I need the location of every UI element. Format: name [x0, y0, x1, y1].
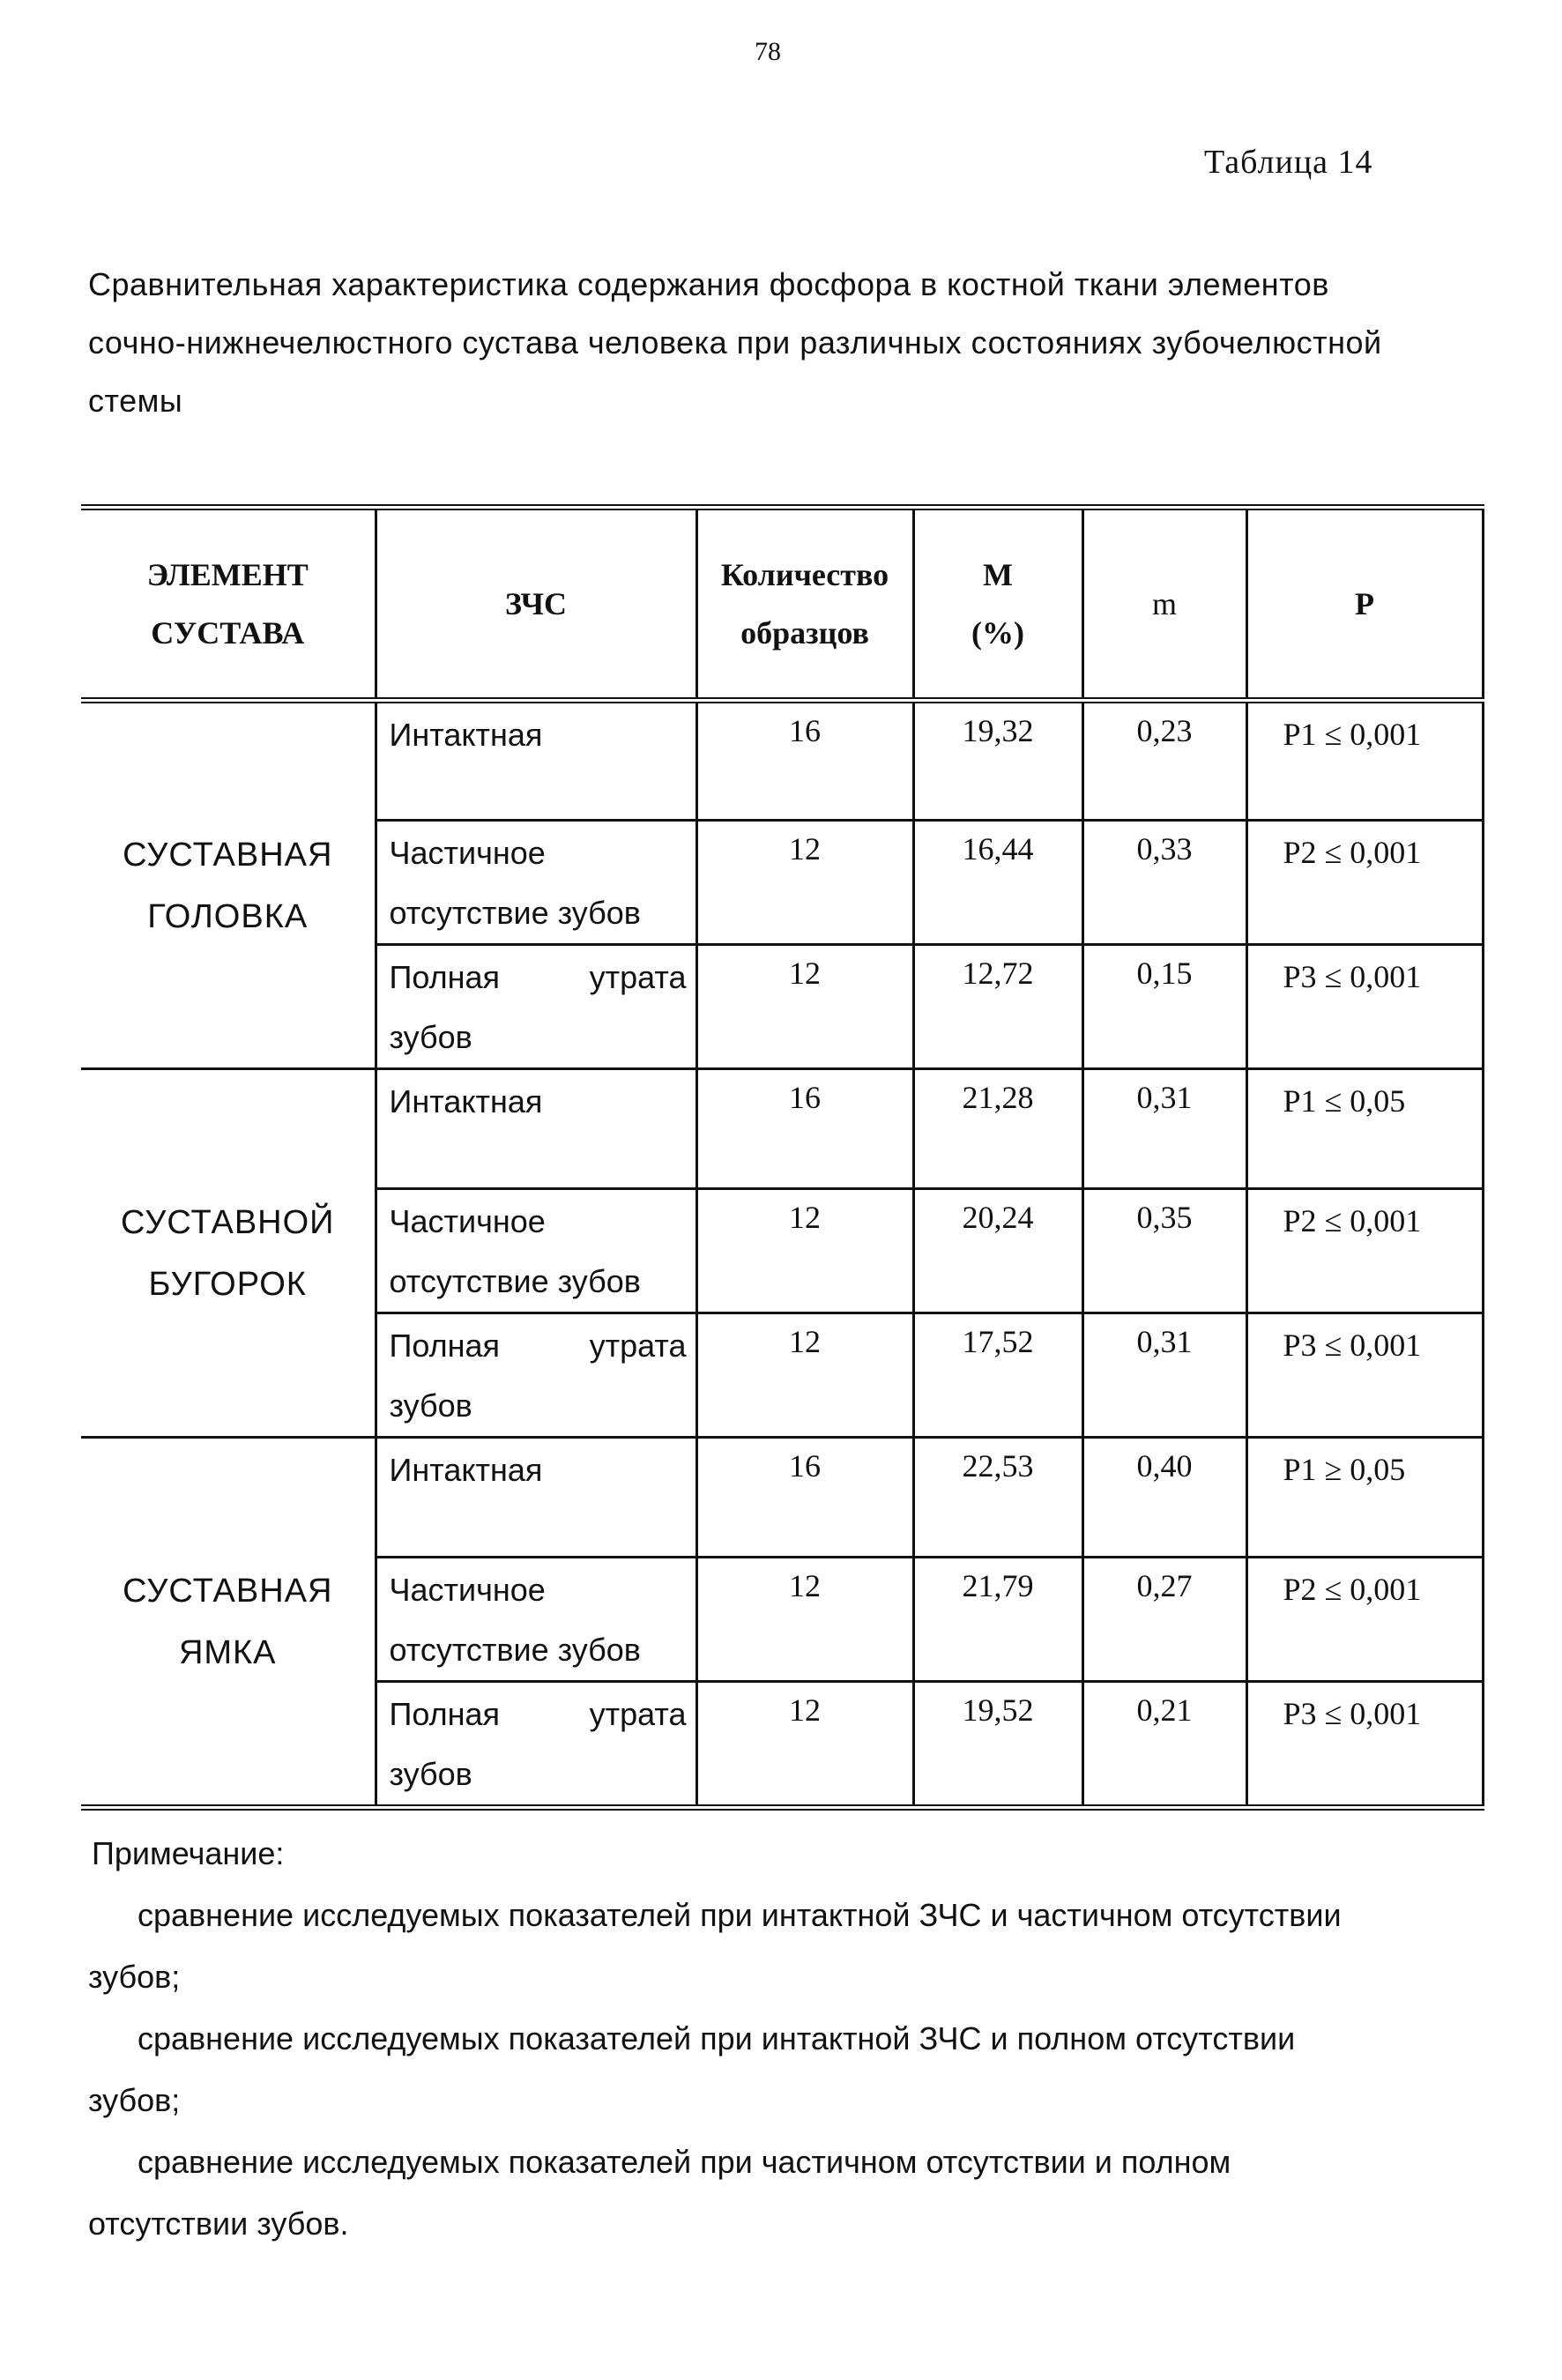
header-p-label: P — [1355, 586, 1374, 621]
mean-cell: 17,52 — [913, 1313, 1082, 1438]
state-line1: Интактная — [389, 1083, 543, 1119]
caption-line: сочно-нижнечелюстного сустава человека при различных состояниях зубочелюстной — [88, 324, 1382, 361]
state-line2: отсутствие зубов — [389, 1263, 641, 1299]
mean-cell: 22,53 — [913, 1438, 1082, 1558]
count-cell: 12 — [696, 1558, 913, 1682]
note-line: сравнение исследуемых показателей при интактной ЗЧС и частичном отсутствии — [138, 1897, 1342, 1933]
header-mean-line2: (%) — [971, 615, 1024, 651]
count-cell: 16 — [696, 1069, 913, 1189]
caption-line: стемы — [88, 383, 183, 419]
notes — [88, 1823, 1481, 2255]
count-cell: 12 — [696, 821, 913, 945]
header-count-line1: Количество — [720, 557, 889, 592]
header-mean-line1: M — [983, 557, 1013, 592]
element-cell — [81, 1438, 376, 1808]
error-cell: 0,35 — [1082, 1189, 1246, 1313]
state-line1: Интактная — [389, 1452, 543, 1488]
element-line2: ЯМКА — [178, 1633, 277, 1671]
p-cell: P3 ≤ 0,001 — [1246, 1313, 1483, 1438]
element-line2: ГОЛОВКА — [147, 897, 309, 935]
element-cell — [81, 701, 376, 1069]
notes-title: Примечание: — [92, 1835, 285, 1871]
element-line1: СУСТАВНАЯ — [123, 1572, 333, 1610]
p-cell: P1 ≥ 0,05 — [1246, 1438, 1483, 1558]
state-line1: Частичное — [389, 835, 546, 871]
count-cell: 12 — [696, 1189, 913, 1313]
p-cell: P1 ≤ 0,05 — [1246, 1069, 1483, 1189]
header-error — [1082, 508, 1246, 701]
header-count — [696, 508, 913, 701]
p-cell: P2 ≤ 0,001 — [1246, 1558, 1483, 1682]
error-cell: 0,40 — [1082, 1438, 1246, 1558]
header-count-line2: образцов — [740, 615, 869, 651]
mean-cell: 21,79 — [913, 1558, 1082, 1682]
state-line1: Интактная — [389, 717, 543, 753]
element-cell — [81, 1069, 376, 1438]
state-line1: Полная утрата — [389, 1328, 687, 1364]
count-cell: 12 — [696, 1313, 913, 1438]
state-cell — [376, 1438, 696, 1558]
table-label: Таблица 14 — [1204, 144, 1373, 181]
state-cell — [376, 701, 696, 821]
header-mean — [913, 508, 1082, 701]
state-cell — [376, 1558, 696, 1682]
state-line1: Полная утрата — [389, 1696, 687, 1732]
caption-line: Сравнительная характеристика содержания фосфора в костной ткани элементов — [88, 266, 1329, 302]
table-header-row — [81, 508, 1483, 701]
header-element-line2: СУСТАВА — [151, 615, 305, 651]
p-cell: P2 ≤ 0,001 — [1246, 1189, 1483, 1313]
state-cell — [376, 821, 696, 945]
header-zchs — [376, 508, 696, 701]
header-p — [1246, 508, 1483, 701]
error-cell: 0,23 — [1082, 701, 1246, 821]
state-cell — [376, 1682, 696, 1808]
state-line2: отсутствие зубов — [389, 895, 641, 931]
mean-cell: 19,52 — [913, 1682, 1082, 1808]
count-cell: 12 — [696, 1682, 913, 1808]
state-cell — [376, 1189, 696, 1313]
table-row — [81, 1069, 1483, 1189]
state-line2: зубов — [389, 1019, 472, 1055]
state-cell — [376, 945, 696, 1069]
phosphorus-table — [81, 504, 1484, 1811]
state-cell — [376, 1069, 696, 1189]
state-cell — [376, 1313, 696, 1438]
page-number: 78 — [755, 37, 781, 66]
error-cell: 0,33 — [1082, 821, 1246, 945]
note-line: зубов; — [88, 2082, 181, 2118]
header-element-line1: ЭЛЕМЕНТ — [146, 557, 309, 592]
count-cell: 12 — [696, 945, 913, 1069]
count-cell: 16 — [696, 1438, 913, 1558]
count-cell: 16 — [696, 701, 913, 821]
error-cell: 0,21 — [1082, 1682, 1246, 1808]
mean-cell: 20,24 — [913, 1189, 1082, 1313]
header-element — [81, 508, 376, 701]
p-cell: P3 ≤ 0,001 — [1246, 1682, 1483, 1808]
table-row — [81, 1438, 1483, 1558]
state-line1: Полная утрата — [389, 959, 687, 995]
element-line1: СУСТАВНАЯ — [123, 836, 333, 874]
element-line1: СУСТАВНОЙ — [121, 1203, 335, 1241]
state-line2: зубов — [389, 1756, 472, 1792]
note-line: зубов; — [88, 1959, 181, 1995]
note-line: отсутствии зубов. — [88, 2205, 349, 2242]
note-line: сравнение исследуемых показателей при интактной ЗЧС и полном отсутствии — [138, 2020, 1296, 2056]
table-caption — [88, 256, 1490, 430]
mean-cell: 16,44 — [913, 821, 1082, 945]
p-cell: P1 ≤ 0,001 — [1246, 701, 1483, 821]
error-cell: 0,31 — [1082, 1313, 1246, 1438]
state-line1: Частичное — [389, 1203, 546, 1239]
error-cell: 0,27 — [1082, 1558, 1246, 1682]
element-line2: БУГОРОК — [148, 1265, 307, 1303]
state-line2: зубов — [389, 1387, 472, 1424]
error-cell: 0,15 — [1082, 945, 1246, 1069]
note-line: сравнение исследуемых показателей при частичном отсутствии и полном — [138, 2144, 1231, 2180]
p-cell: P3 ≤ 0,001 — [1246, 945, 1483, 1069]
error-cell: 0,31 — [1082, 1069, 1246, 1189]
table-row — [81, 701, 1483, 821]
header-zchs-label: ЗЧС — [504, 586, 568, 621]
p-cell: P2 ≤ 0,001 — [1246, 821, 1483, 945]
state-line2: отсутствие зубов — [389, 1632, 641, 1668]
mean-cell: 21,28 — [913, 1069, 1082, 1189]
mean-cell: 19,32 — [913, 701, 1082, 821]
mean-cell: 12,72 — [913, 945, 1082, 1069]
header-error-label: m — [1151, 586, 1177, 621]
state-line1: Частичное — [389, 1572, 546, 1608]
